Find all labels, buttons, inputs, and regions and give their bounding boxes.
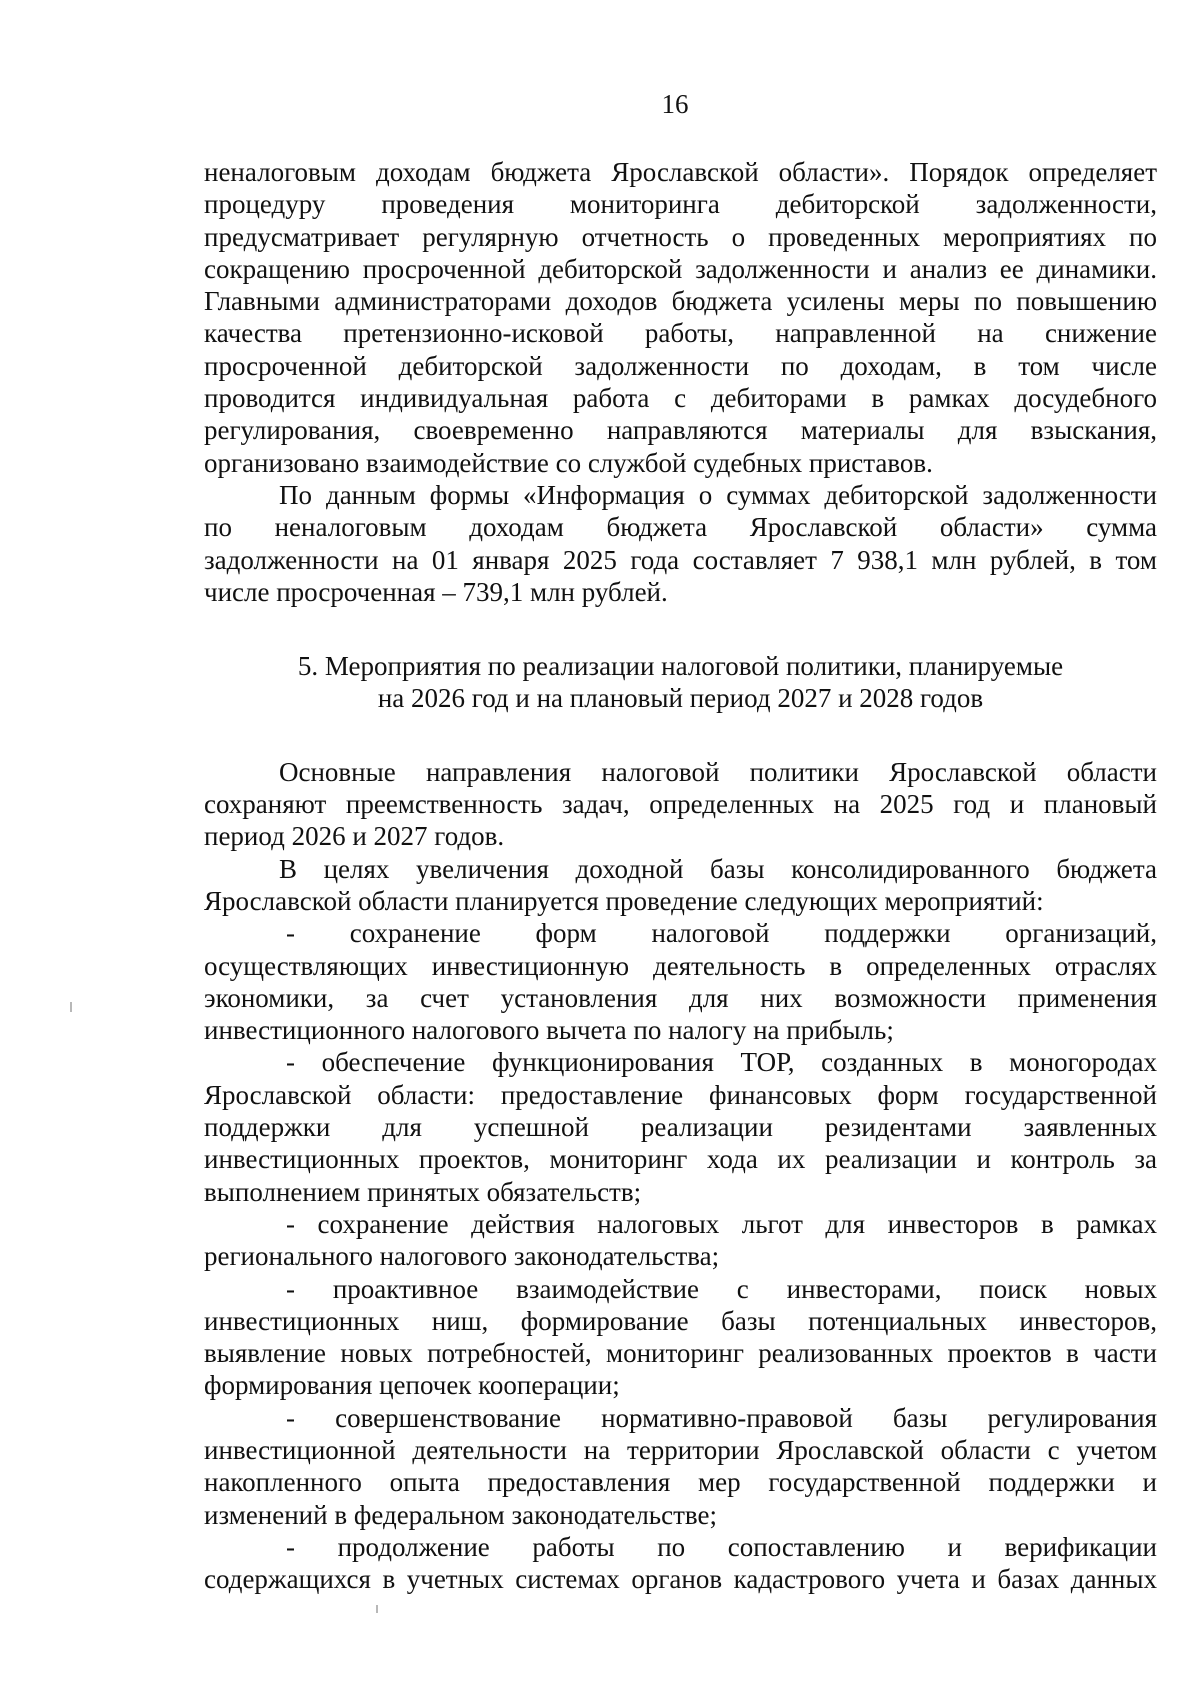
paragraph-line: просроченной дебиторской задолженности по доходам, в том числе [204,350,1157,381]
bullet-line: инвестиционного налогового вычета по налогу на прибыль; [204,1015,894,1046]
bullet-line: регионального налогового законодательства; [204,1241,720,1272]
bullet-line: - проактивное взаимодействие с инвесторами, поиск новых [286,1273,1157,1304]
scan-artifact [70,1002,72,1012]
paragraph-line: Ярославской области планируется проведение следующих мероприятий: [204,885,1044,916]
page-number: 16 [661,89,689,119]
bullet-line: содержащихся в учетных системах органов кадастрового учета и базах данных [204,1564,1157,1595]
paragraph-line: сокращению просроченной дебиторской задолженности и анализ ее динамики. [204,253,1157,284]
paragraph-line: процедуру проведения мониторинга дебиторской задолженности, [204,189,1157,220]
bullet-line: инвестиционных ниш, формирование базы потенциальных инвесторов, [204,1305,1157,1336]
bullet-line: - обеспечение функционирования ТОР, созданных в моногородах [286,1047,1157,1078]
paragraph-line: числе просроченная – 739,1 млн рублей. [204,576,668,607]
section-heading-line: на 2026 год и на плановый период 2027 и 2028 годов [377,683,984,714]
bullet-line: выявление новых потребностей, мониторинг реализованных проектов в части [204,1338,1157,1369]
section-heading [204,650,1157,715]
bullet-line: выполнением принятых обязательств; [204,1176,642,1207]
bullet-line: изменений в федеральном законодательстве; [204,1499,717,1530]
bullet-line: - сохранение действия налоговых льгот для инвесторов в рамках [286,1208,1157,1239]
bullet-line: - совершенствование нормативно-правовой базы регулирования [286,1402,1157,1433]
scan-artifact [376,1605,378,1613]
bullet-line: накопленного опыта предоставления мер государственной поддержки и [204,1467,1157,1498]
bullet-line: осуществляющих инвестиционную деятельность в определенных отраслях [204,950,1157,981]
paragraph-line: период 2026 и 2027 годов. [204,821,505,852]
paragraph-line: неналоговым доходам бюджета Ярославской области». Порядок определяет [204,157,1157,187]
paragraph-line: организовано взаимодействие со службой судебных приставов. [204,447,933,478]
paragraph-line: В целях увеличения доходной базы консолидированного бюджета [279,853,1157,884]
paragraph-line: Главными администраторами доходов бюджета усилены меры по повышению [204,286,1157,317]
paragraph-line: регулирования, своевременно направляются материалы для взыскания, [204,415,1157,446]
paragraph-line: Основные направления налоговой политики Ярославской области [279,756,1157,787]
bullet-line: Ярославской области: предоставление финансовых форм государственной [204,1079,1157,1110]
bullet-line: экономики, за счет установления для них возможности применения [204,982,1157,1013]
paragraph-line: предусматривает регулярную отчетность о проведенных мероприятиях по [204,221,1157,252]
bullet-line: инвестиционных проектов, мониторинг хода их реализации и контроль за [204,1144,1157,1175]
paragraph-line: По данным формы «Информация о суммах дебиторской задолженности [279,479,1157,510]
paragraph-line: задолженности на 01 января 2025 года составляет 7 938,1 млн рублей, в том [204,544,1157,575]
bullet-line: поддержки для успешной реализации резидентами заявленных [204,1112,1157,1143]
spacer [204,715,1157,756]
paragraph-line: по неналоговым доходам бюджета Ярославской области» сумма [204,512,1157,543]
bullet-line: - сохранение форм налоговой поддержки организаций, [286,918,1157,949]
document-body [204,156,1157,1595]
paragraph-line: сохраняют преемственность задач, определенных на 2025 год и плановый [204,789,1157,820]
spacer [204,608,1157,650]
paragraph-line: качества претензионно-исковой работы, направленной на снижение [204,318,1157,349]
bullet-line: инвестиционной деятельности на территории Ярославской области с учетом [204,1434,1157,1465]
bullet-line: формирования цепочек кооперации; [204,1370,620,1401]
paragraph-line: проводится индивидуальная работа с дебиторами в рамках досудебного [204,383,1157,414]
bullet-line: - продолжение работы по сопоставлению и верификации [286,1531,1157,1562]
section-heading-line: 5. Мероприятия по реализации налоговой политики, планируемые [297,651,1064,682]
